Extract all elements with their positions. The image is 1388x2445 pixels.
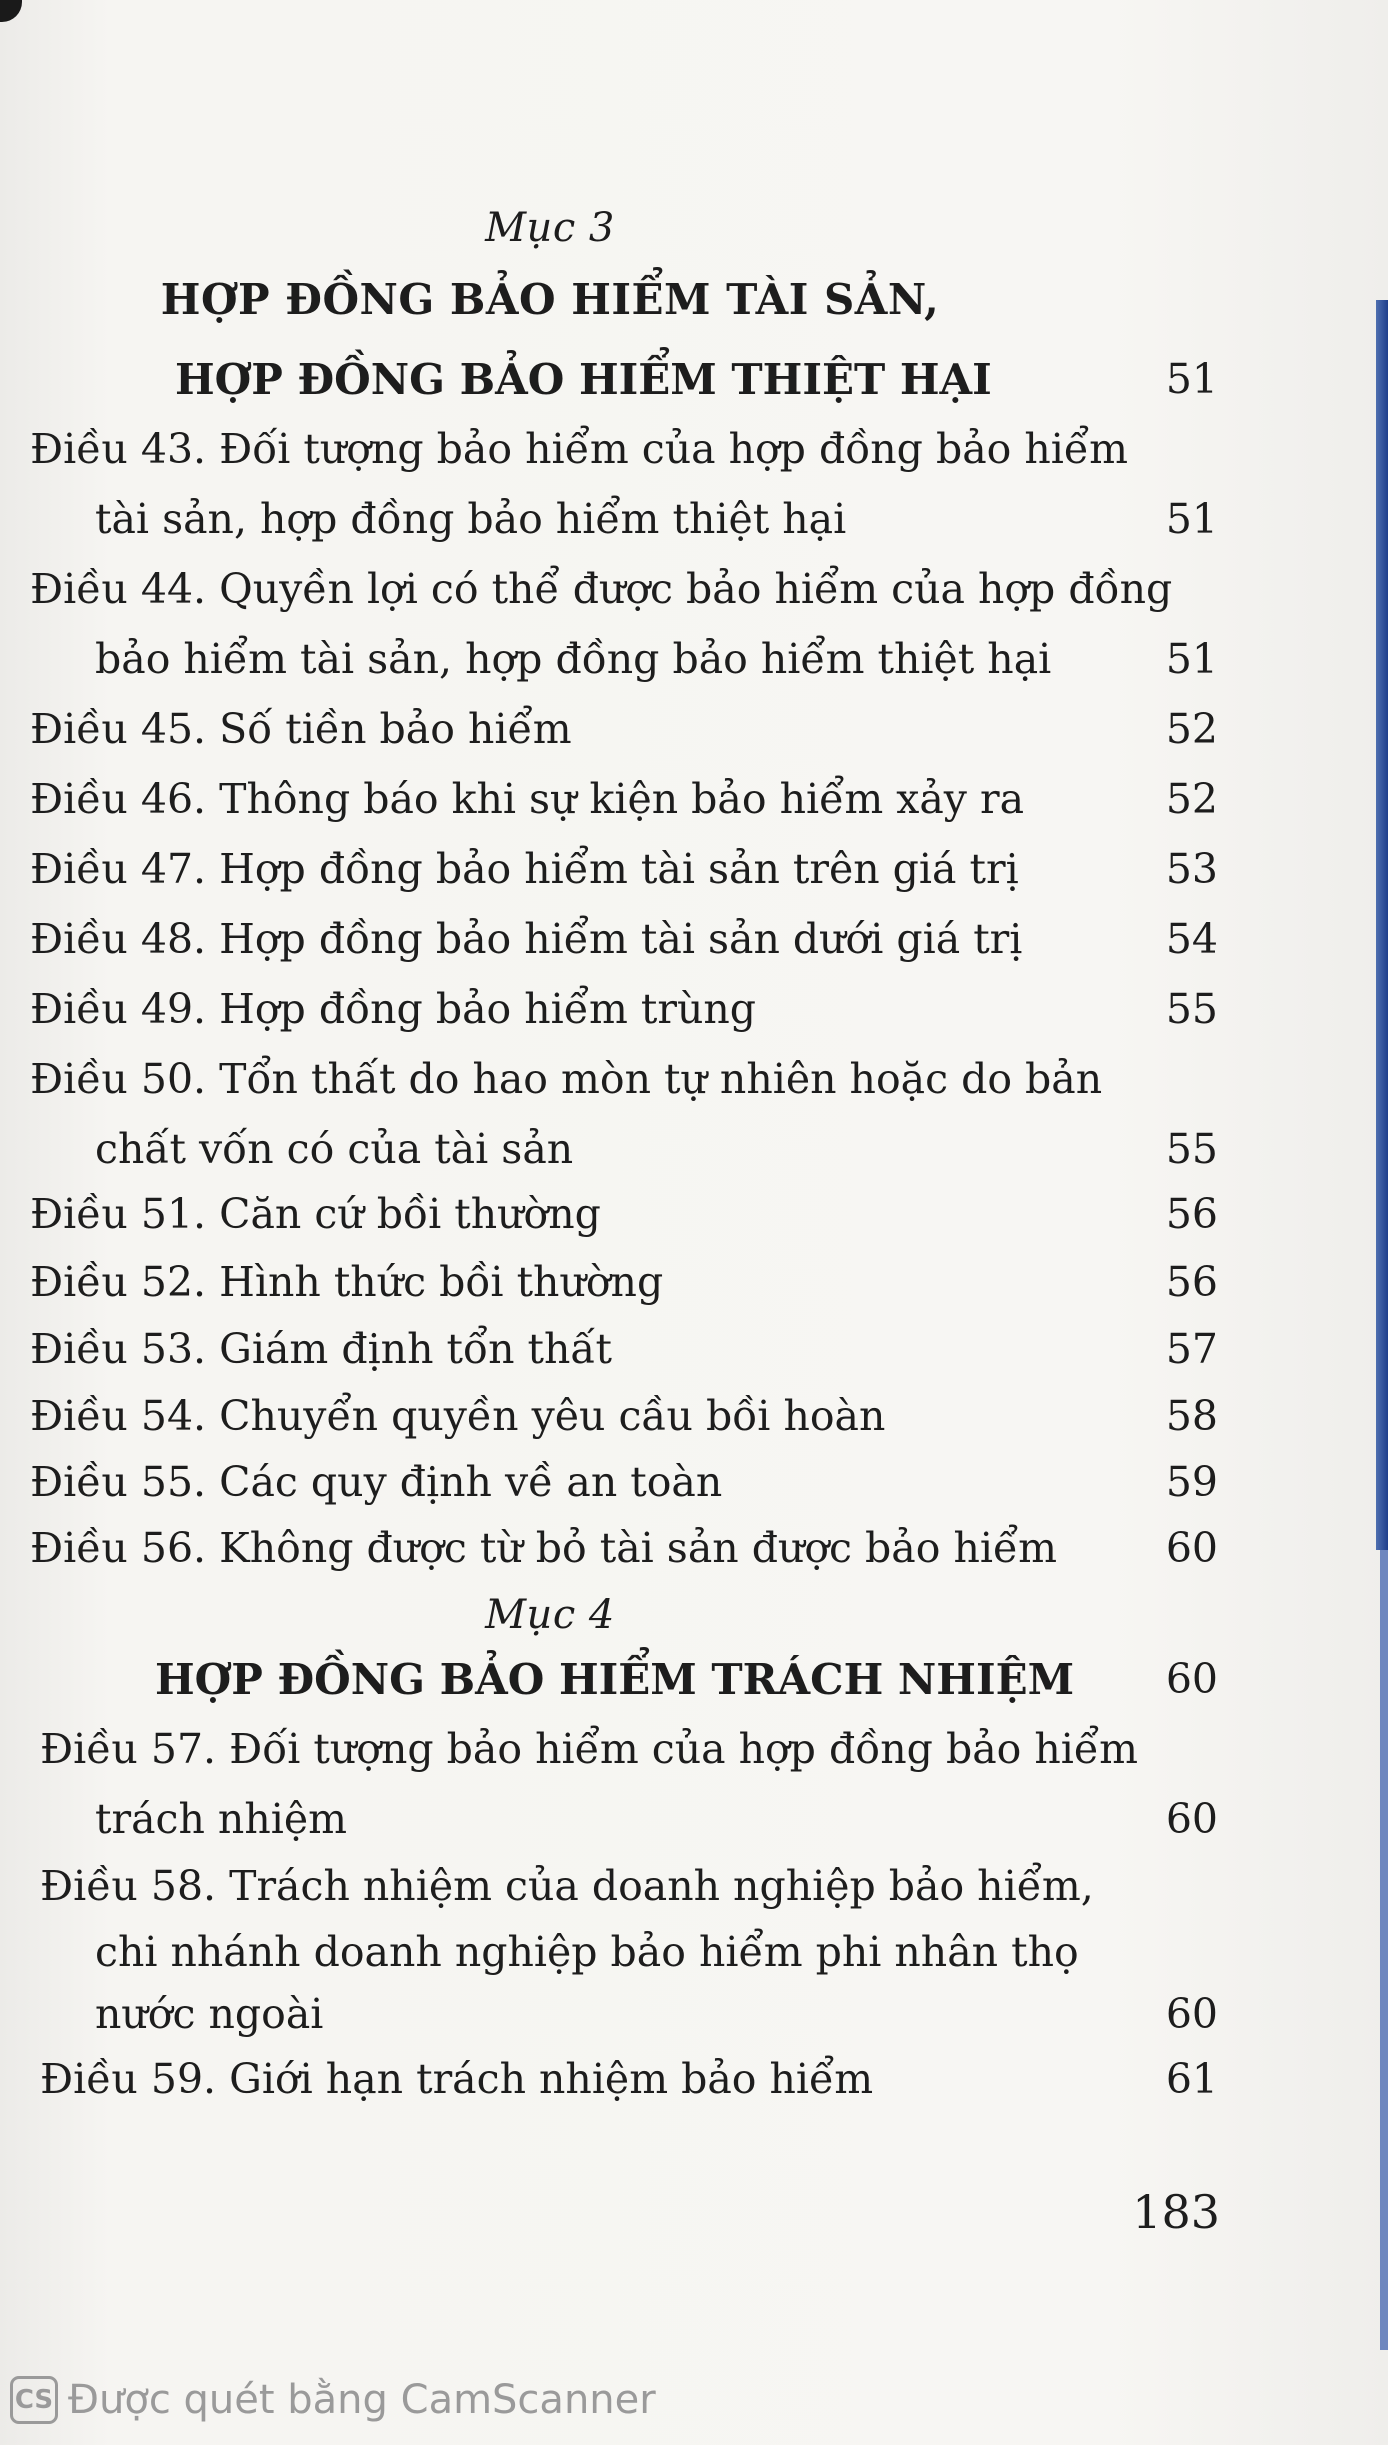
entry-text: Điều 54. Chuyển quyền yêu cầu bồi hoàn [30,1392,886,1440]
entry-text: Điều 56. Không được từ bỏ tài sản được bảo hiểm [30,1524,1058,1572]
entry-text: Điều 48. Hợp đồng bảo hiểm tài sản dưới giá trị [30,915,1023,963]
entry-text: Điều 57. Đối tượng bảo hiểm của hợp đồng bảo hiểm [40,1725,1138,1773]
section-title-row [0,1655,1388,1715]
page-ref: 52 [1165,705,1218,753]
entry-text: Điều 59. Giới hạn trách nhiệm bảo hiểm [40,2055,874,2103]
page-ref: 51 [1165,495,1218,543]
toc-entry [0,1055,1388,1115]
page-ref: 58 [1165,1392,1218,1440]
page-ref: 51 [1165,355,1218,403]
entry-text: bảo hiểm tài sản, hợp đồng bảo hiểm thiệt hại [95,635,1052,683]
toc-entry [0,1862,1388,1922]
entry-text: Điều 58. Trách nhiệm của doanh nghiệp bảo hiểm, [40,1862,1094,1910]
toc-entry-cont [0,495,1388,555]
page-ref: 59 [1165,1458,1218,1506]
section-title-line: HỢP ĐỒNG BẢO HIỂM THIỆT HẠI [175,355,992,404]
entry-text: Điều 46. Thông báo khi sự kiện bảo hiểm xảy ra [30,775,1025,823]
entry-text: nước ngoài [95,1990,324,2038]
toc-entry [0,1725,1388,1785]
toc-entry [0,985,1388,1045]
toc-entry-cont [0,635,1388,695]
section-title-row [0,355,1388,415]
toc-entry [0,1190,1388,1250]
toc-entry-cont [0,1928,1388,1988]
page-ref: 56 [1165,1190,1218,1238]
page-ref: 54 [1165,915,1218,963]
toc-entry [0,565,1388,625]
toc-entry [0,2055,1388,2115]
toc-entry-cont [0,1795,1388,1855]
page-ref: 60 [1165,1990,1218,2038]
toc-entry [0,915,1388,975]
entry-text: Điều 55. Các quy định về an toàn [30,1458,723,1506]
entry-text: Điều 43. Đối tượng bảo hiểm của hợp đồng bảo hiểm [30,425,1128,473]
page-ref: 56 [1165,1258,1218,1306]
page-number: 183 [1132,2185,1220,2239]
entry-text: Điều 44. Quyền lợi có thể được bảo hiểm của hợp đồng [30,565,1173,613]
page-ref: 60 [1165,1524,1218,1572]
page-corner-shadow [0,0,22,22]
entry-text: Điều 47. Hợp đồng bảo hiểm tài sản trên giá trị [30,845,1019,893]
entry-text: chi nhánh doanh nghiệp bảo hiểm phi nhân thọ [95,1928,1079,1976]
toc-entry [0,1325,1388,1385]
entry-text: Điều 49. Hợp đồng bảo hiểm trùng [30,985,757,1033]
page-ref: 53 [1165,845,1218,893]
scanner-watermark [10,2370,656,2430]
page-ref: 57 [1165,1325,1218,1373]
toc-entry [0,1458,1388,1518]
section-title-line: HỢP ĐỒNG BẢO HIỂM TRÁCH NHIỆM [155,1655,1075,1704]
camscanner-logo-icon: CS [10,2376,58,2424]
entry-text: Điều 53. Giám định tổn thất [30,1325,613,1373]
toc-entry [0,775,1388,835]
page-ref: 52 [1165,775,1218,823]
section-label: Mục 4 [485,1592,615,1638]
entry-text: Điều 50. Tổn thất do hao mòn tự nhiên hoặc do bản [30,1055,1103,1103]
page-ref: 55 [1165,985,1218,1033]
page-ref: 60 [1165,1795,1218,1843]
page-ref: 51 [1165,635,1218,683]
entry-text: Điều 51. Căn cứ bồi thường [30,1190,601,1238]
toc-entry [0,705,1388,765]
page-ref: 60 [1165,1655,1218,1703]
toc-entry-cont [0,1125,1388,1185]
toc-entry [0,845,1388,905]
page-ref: 61 [1165,2055,1218,2103]
entry-text: chất vốn có của tài sản [95,1125,574,1173]
entry-text: Điều 45. Số tiền bảo hiểm [30,705,572,753]
section-label: Mục 3 [485,205,615,251]
page-ref: 55 [1165,1125,1218,1173]
entry-text: trách nhiệm [95,1795,347,1843]
entry-text: Điều 52. Hình thức bồi thường [30,1258,664,1306]
toc-entry [0,1258,1388,1318]
toc-entry [0,1392,1388,1452]
section-title-line: HỢP ĐỒNG BẢO HIỂM TÀI SẢN, [160,275,940,324]
toc-entry [0,425,1388,485]
toc-entry-cont [0,1990,1388,2050]
entry-text: tài sản, hợp đồng bảo hiểm thiệt hại [95,495,847,543]
scanner-watermark-text: Được quét bằng CamScanner [68,2377,656,2423]
toc-entry [0,1524,1388,1584]
